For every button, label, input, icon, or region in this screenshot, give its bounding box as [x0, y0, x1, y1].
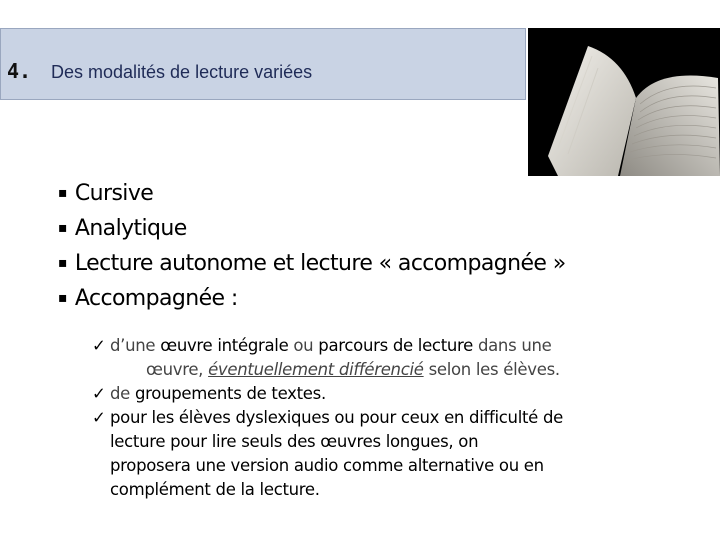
section-header [0, 28, 526, 100]
list-item: ▪ Analytique [58, 216, 187, 241]
square-bullet-icon: ▪ [58, 220, 67, 236]
section-title: Des modalités de lecture variées [51, 62, 313, 82]
list-item: ▪ Cursive [58, 181, 154, 206]
square-bullet-icon: ▪ [58, 290, 67, 306]
list-item: ✓ d’une œuvre intégrale ou parcours de lecture dans une œuvre, éventuellement différencié selon les élèves. [92, 336, 560, 379]
open-book-photo [528, 28, 720, 176]
checkmark-icon: ✓ [92, 384, 106, 403]
checkmark-icon: ✓ [92, 336, 106, 355]
square-bullet-icon: ▪ [58, 185, 67, 201]
list-item: ▪ Accompagnée : [58, 286, 238, 311]
list-item: ✓ de groupements de textes. [92, 382, 612, 406]
checkmark-icon: ✓ [92, 408, 106, 427]
bullet-list [58, 176, 566, 316]
sub-list [92, 334, 612, 502]
section-number: 4. [7, 59, 32, 83]
square-bullet-icon: ▪ [58, 255, 67, 271]
list-item: ▪ Lecture autonome et lecture « accompagnée » [58, 251, 566, 276]
open-book-icon [528, 28, 720, 176]
list-item: ✓ pour les élèves dyslexiques ou pour ceux en difficulté de lecture pour lire seuls des œuvres longues, on proposera une version audio comme alternative ou en complément de la lecture. [92, 408, 563, 499]
